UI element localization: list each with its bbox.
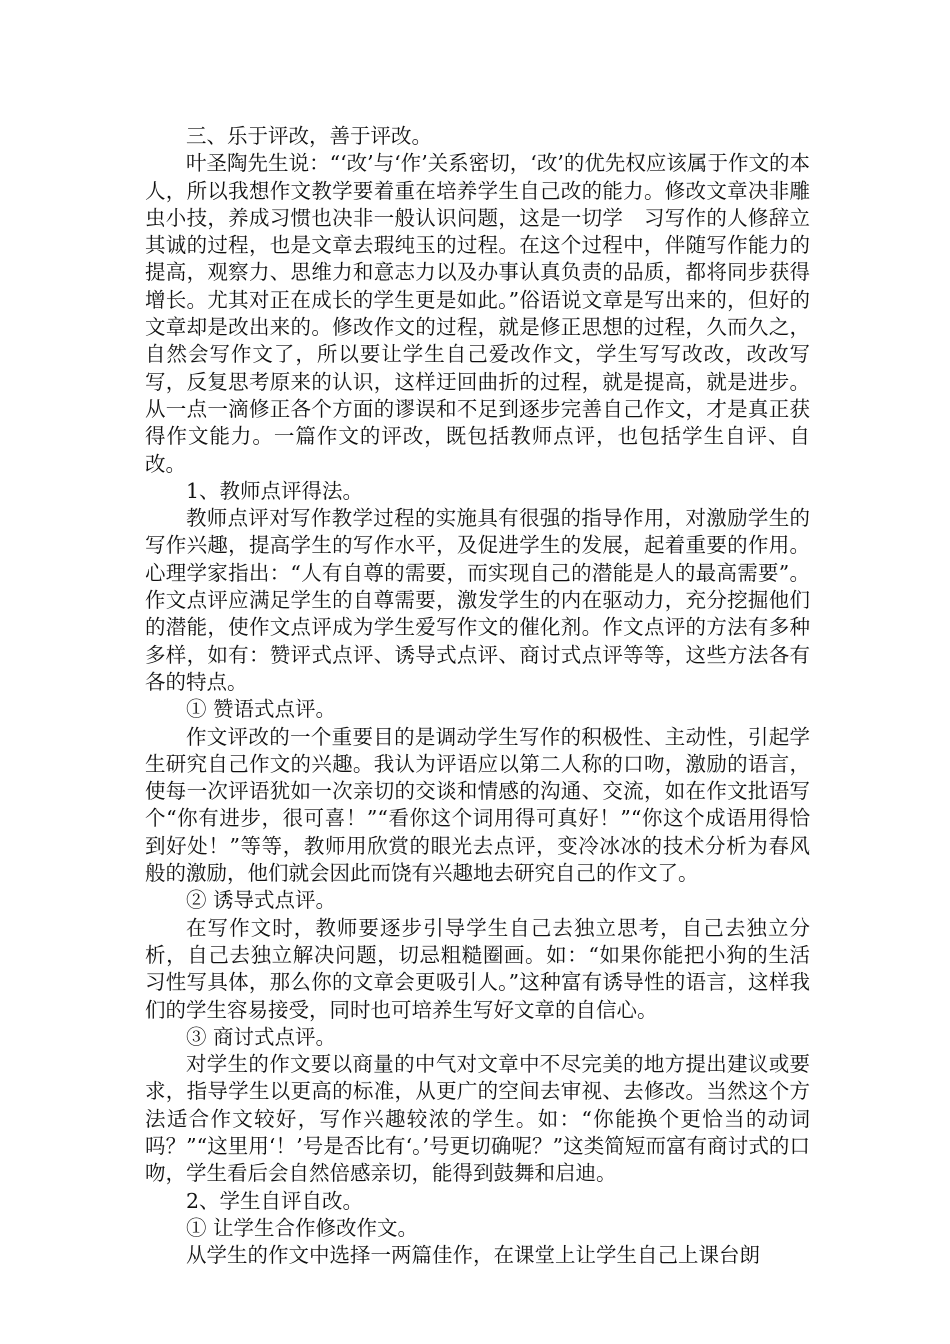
paragraph-praise-review: 作文评改的一个重要目的是调动学生写作的积极性、主动性，引起学生研究自己作文的兴趣。我认为评语应以第二人称的口吻，激励的语言，使每一次评语犹如一次亲切的交谈和情感的沟通、交流，如在作文批语写个“你有进步，很可喜！”“看你这个词用得可真好！”“你这个成语用得恰到好处！”等等，教师用欣赏的眼光去点评，变冷冰冰的技术分析为春风般的激励，他们就会因此而饶有兴趣地去研究自己的作文了。 (145, 724, 810, 886)
section-heading-3: 三、乐于评改，善于评改。 (186, 124, 432, 148)
subheading-cooperative-revision: ① 让学生合作修改作文。 (186, 1215, 419, 1240)
subheading-teacher-review: 1、教师点评得法。 (186, 478, 364, 503)
subheading-student-self-review: 2、学生自评自改。 (186, 1188, 364, 1213)
subheading-praise-review: ① 赞语式点评。 (186, 697, 337, 722)
paragraph-discussion-review: 对学生的作文要以商量的中气对文章中不尽完美的地方提出建议或要求，指导学生以更高的标准，从更广的空间去审视、去修改。当然这个方法适合作文较好，写作兴趣较浓的学生。如：“你能换个更恰当的动词吗？”“这里用‘！’号是否比有‘。’号更切确呢？”这类简短而富有商讨式的口吻，学生看后会自然倍感亲切，能得到鼓舞和启迪。 (145, 1052, 810, 1186)
paragraph-guided-review: 在写作文时，教师要逐步引导学生自己去独立思考，自己去独立分析，自己去独立解决问题，切忌粗糙圈画。如：“如果你能把小狗的生活习性写具体，那么你的文章会更吸引人。”这种富有诱导性的语言，这样我们的学生容易接受，同时也可培养生写好文章的自信心。 (145, 915, 810, 1022)
paragraph-intro: 叶圣陶先生说：“‘改’与‘作’关系密切，‘改’的优先权应该属于作文的本人，所以我想作文教学要着重在培养学生自己改的能力。修改文章决非雕虫小技，养成习惯也决非一般认识问题，这是一切学 习写作的人修辞立其诚的过程，也是文章去瑕纯玉的过程。在这个过程中，伴随写作能力的提高，观察力、思维力和意志力以及办事认真负责的品质，都将同步获得增长。尤其对正在成长的学生更是如此。”俗语说文章是写出来的，但好的文章却是改出来的。修改作文的过程，就是修正思想的过程，久而久之，自然会写作文了，所以要让学生自己爱改作文，学生写写改改，改改写写，反复思考原来的认识，这样迂回曲折的过程，就是提高，就是进步。从一点一滴修正各个方面的谬误和不足到逐步完善自己作文，才是真正获得作文能力。一篇作文的评改，既包括教师点评，也包括学生自评、自改。 (145, 151, 810, 476)
paragraph-cooperative-revision: 从学生的作文中选择一两篇佳作，在课堂上让学生自己上课台朗 (186, 1243, 760, 1268)
paragraph-teacher-review: 教师点评对写作教学过程的实施具有很强的指导作用，对激励学生的写作兴趣，提高学生的写作水平，及促进学生的发展，起着重要的作用。心理学家指出：“人有自尊的需要，而实现自己的潜能是人的最高需要”。作文点评应满足学生的自尊需要，激发学生的内在驱动力，充分挖掘他们的潜能，使作文点评成为学生爱写作文的催化剂。作文点评的方法有多种多样，如有：赞评式点评、诱导式点评、商讨式点评等等，这些方法各有各的特点。 (145, 506, 810, 694)
subheading-discussion-review: ③ 商讨式点评。 (186, 1024, 337, 1049)
document-body (145, 123, 810, 1269)
subheading-guided-review: ② 诱导式点评。 (186, 888, 337, 913)
